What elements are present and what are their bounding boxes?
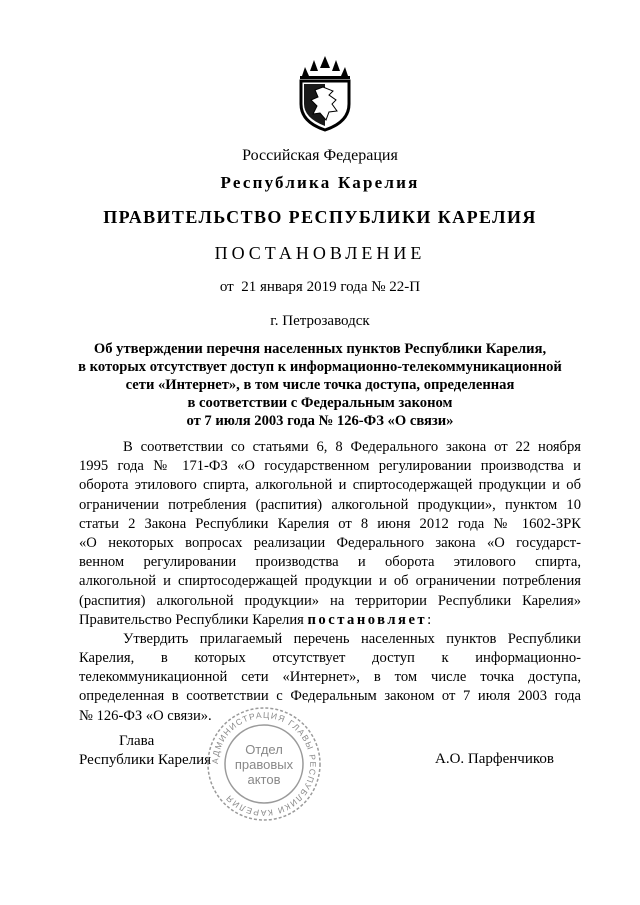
body-line: определенная в соответствии с Федеральным законом от 7 июля 2003 года <box>79 688 581 705</box>
signatory-role-line: Республики Карелия <box>79 752 212 768</box>
stamp-text: Отдел <box>245 742 283 757</box>
body-text: Правительство Республики Карелия <box>79 611 308 628</box>
body-line <box>79 611 581 630</box>
document-body <box>79 438 581 726</box>
signatory-name: А.О. Парфенчиков <box>435 751 554 767</box>
legal-department-stamp <box>205 705 323 823</box>
body-text: : <box>427 611 432 628</box>
body-line: телекоммуникационной сети «Интернет», в том числе точка доступа, <box>79 669 581 686</box>
document-type: ПОСТАНОВЛЕНИЕ <box>214 243 426 263</box>
body-line: (распития) алкогольной продукции» на территории Республики Карелия» <box>79 592 581 609</box>
body-line: В соответствии со статьями 6, 8 Федерального закона от 22 ноября <box>123 439 581 455</box>
stamp-ring-text: АДМИНИСТРАЦИЯ ГЛАВЫ РЕСПУБЛИКИ КАРЕЛИЯ <box>209 709 319 819</box>
document-date-number: от 21 января 2019 года № 22-П <box>219 279 421 295</box>
body-line: венном регулировании производства и оборота этилового спирта, <box>79 554 581 571</box>
body-line: алкогольной и спиртосодержащей продукции и об ограничении потребления <box>79 573 581 590</box>
title-line: в соответствии с Федеральным законом <box>187 395 453 411</box>
title-line: сети «Интернет», в том числе точка доступа, определенная <box>125 377 515 393</box>
signatory-role <box>79 732 211 770</box>
body-line: оборота этилового спирта, алкогольной и спиртосодержащей продукции и об <box>79 477 581 494</box>
body-line: статьи 2 Закона Республики Карелия от 8 июня 2012 года № 1602-ЗРК <box>79 515 581 532</box>
republic-name: Республика Карелия <box>220 173 420 192</box>
body-line: 1995 года № 171-ФЗ «О государственном регулировании производства и <box>79 458 581 475</box>
body-line: Утвердить прилагаемый перечень населенных пунктов Республики <box>123 630 581 647</box>
title-line: от 7 июля 2003 года № 126-ФЗ «О связи» <box>186 413 454 429</box>
document-city: г. Петрозаводск <box>270 313 370 329</box>
signatory-role-line: Глава <box>119 733 155 749</box>
body-line: № 126-ФЗ «О связи». <box>79 707 212 724</box>
government-heading: ПРАВИТЕЛЬСТВО РЕСПУБЛИКИ КАРЕЛИЯ <box>103 207 537 227</box>
stamp-text: правовых <box>234 757 294 772</box>
country-name: Российская Федерация <box>242 147 398 164</box>
resolves-word: постановляет <box>307 611 428 628</box>
document-title <box>60 340 580 430</box>
body-line: Карелия, в которых отсутствует доступ к информационно- <box>79 650 581 667</box>
body-line: ограничении потребления (распития) алкогольной продукции», пунктом 10 <box>79 496 581 513</box>
body-line: «О некоторых вопросах реализации Федерального закона «О государст- <box>79 534 581 551</box>
stamp-text: актов <box>247 772 281 787</box>
karelia-coat-of-arms-icon <box>296 54 354 132</box>
title-line: Об утверждении перечня населенных пунктов Республики Карелия, <box>93 341 547 357</box>
title-line: в которых отсутствует доступ к информационно-телекоммуникационной <box>78 359 562 375</box>
